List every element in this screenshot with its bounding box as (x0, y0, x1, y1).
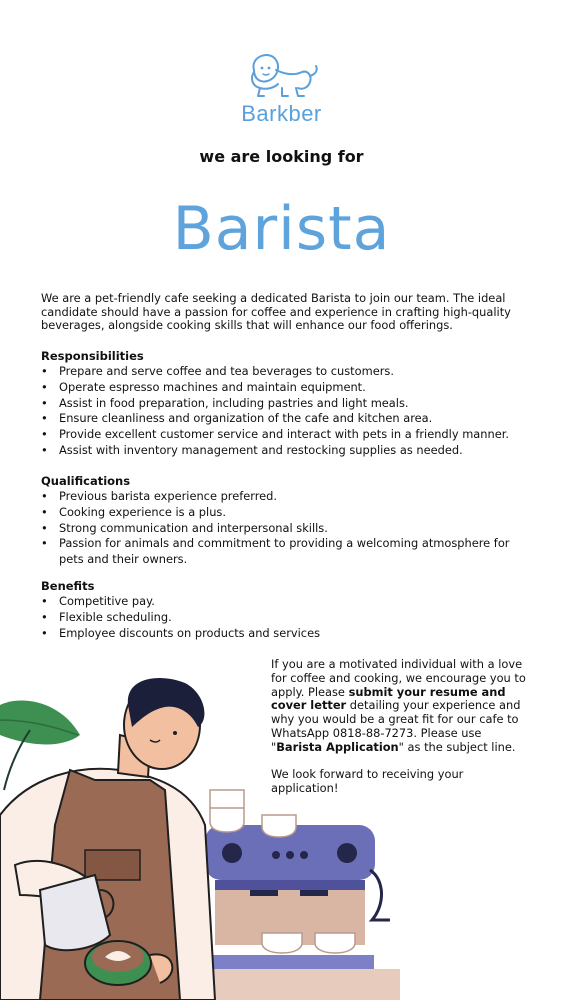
list-item: • Prepare and serve coffee and tea beverages to customers. (41, 364, 394, 378)
bullet-icon: • (41, 395, 48, 410)
list-item: • Employee discounts on products and services (41, 625, 321, 640)
list-item: • Ensure cleanliness and organization of the cafe and kitchen area. (41, 411, 433, 426)
subject-emphasis: Barista Application (276, 739, 399, 754)
bullet-icon: • (41, 489, 48, 503)
qualifications-section (41, 474, 531, 568)
bullet-icon: • (41, 504, 48, 519)
intro-paragraph: We are a pet-friendly cafe seeking a dedicated Barista to join our team. The ideal candidate should have a passion for coffee and experience in crafting high-quality beverages, alongside cooking skills that will enhance our food offerings. (41, 291, 511, 333)
responsibilities-list (41, 364, 531, 459)
benefits-heading: Benefits (41, 579, 95, 593)
bullet-icon: • (41, 379, 48, 394)
list-item: • Previous barista experience preferred. (41, 489, 278, 503)
list-item: • Strong communication and interpersonal skills. (41, 520, 328, 535)
application-instructions (271, 658, 531, 809)
list-item: • Cooking experience is a plus. (41, 504, 226, 519)
list-item: • Assist in food preparation, including pastries and light meals. (41, 395, 409, 410)
bullet-icon: • (41, 609, 48, 624)
list-item: • Flexible scheduling. (41, 609, 172, 624)
benefits-section (41, 579, 531, 641)
responsibilities-section (41, 349, 531, 459)
bullet-icon: • (41, 442, 48, 457)
qualifications-heading: Qualifications (41, 474, 131, 488)
bullet-icon: • (41, 411, 48, 426)
list-item: • Assist with inventory management and restocking supplies as needed. (41, 442, 463, 457)
list-item: • Passion for animals and commitment to providing a welcoming atmosphere for pets and their owners. (41, 536, 510, 567)
bullet-icon: • (41, 427, 48, 442)
list-item: • Competitive pay. (41, 594, 155, 608)
resume-emphasis: submit your resume and cover letter (271, 684, 506, 713)
closing-paragraph: We look forward to receiving your application! (271, 767, 464, 795)
bullet-icon: • (41, 625, 48, 640)
list-item: • Provide excellent customer service and interact with pets in a friendly manner. (41, 427, 509, 442)
qualifications-list (41, 489, 531, 568)
page-title: Barista (172, 194, 391, 264)
bullet-icon: • (41, 364, 48, 378)
bullet-icon: • (41, 520, 48, 535)
benefits-list (41, 594, 531, 641)
list-item: • Operate espresso machines and maintain equipment. (41, 379, 366, 394)
brand-name: Barkber (241, 101, 322, 126)
responsibilities-heading: Responsibilities (41, 349, 144, 363)
apply-paragraph: If you are a motivated individual with a love for coffee and cooking, we encourage you to apply. Please submit your resume and cover letter detailing your experience and why you would be a great fit for our cafe to WhatsApp 0818-88-7273. Please use "Barista Application" as the subject line. (271, 657, 526, 754)
bullet-icon: • (41, 594, 48, 608)
page-subtitle: we are looking for (199, 147, 364, 166)
bullet-icon: • (41, 536, 48, 551)
